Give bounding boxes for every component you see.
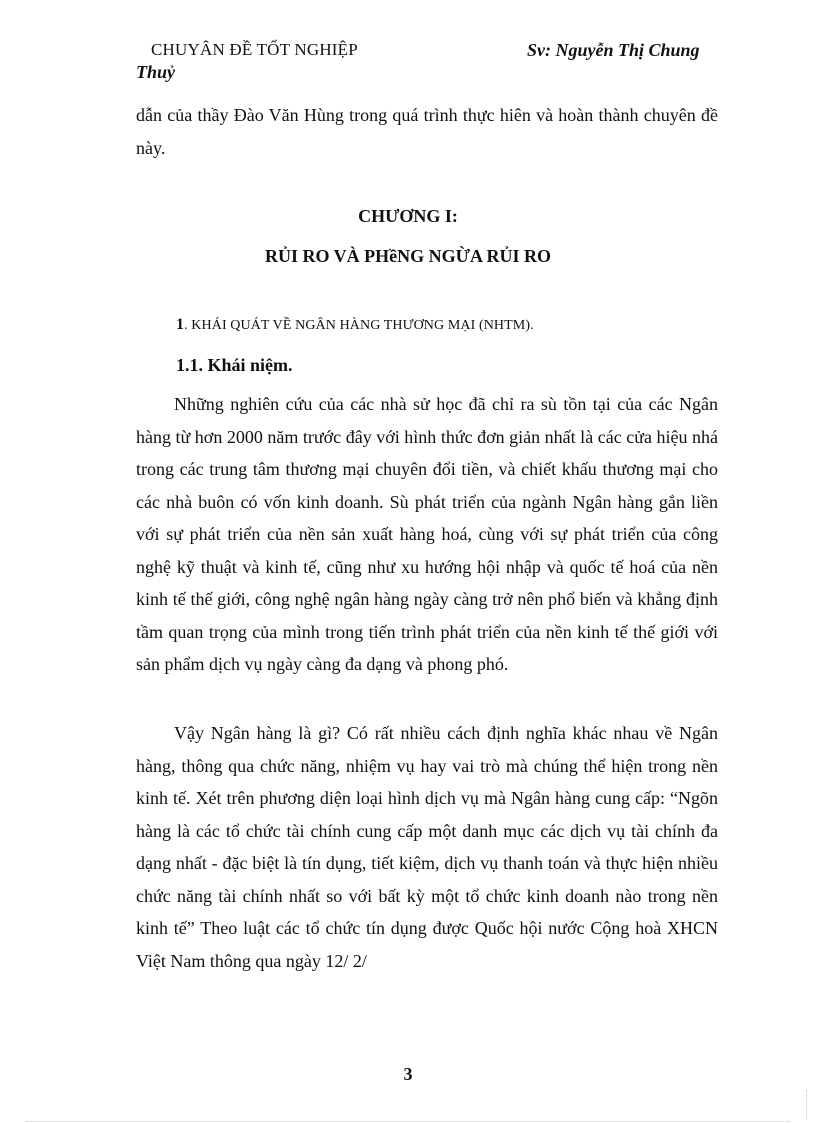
subsection-heading: 1.1. Khái niệm. [176, 355, 293, 375]
body-paragraph: Vậy Ngân hàng là gì? Có rất nhiều cách định nghĩa khác nhau về Ngân hàng, thông qua chức năng, nhiệm vụ hay vai trò mà chúng thể hiện trong nền kinh tế. Xét trên phương diện loại hình dịch vụ mà Ngân hàng cung cấp: “Ngõn hàng là các tổ chức tài chính cung cấp một danh mục các dịch vụ tài chính đa dạng nhất - đặc biệt là tín dụng, tiết kiệm, dịch vụ thanh toán và thực hiện nhiều chức năng tài chính nhất so với bất kỳ một tổ chức kinh doanh nào trong nền kinh tế” Theo luật các tổ chức tín dụng được Quốc hội nước Cộng hoà XHCN Việt Nam thông qua ngày 12/ 2/ [136, 723, 718, 971]
header-author: Sv: Nguyễn Thị Chung [527, 40, 700, 60]
section-heading [176, 315, 534, 336]
header-title: CHUYÂN ĐỀ TỐT NGHIỆP [151, 40, 358, 59]
section-title: . KHÁI QUÁT VỀ NGÂN HÀNG THƯƠNG MẠI (NHTM). [184, 318, 534, 333]
section-number: 1 [176, 316, 185, 333]
body-paragraph: Những nghiên cứu của các nhà sử học đã chỉ ra sù tồn tại của các Ngân hàng từ hơn 2000 năm trước đây với hình thức đơn giản nhất là các cửa hiệu nhá trong các trung tâm thương mại chuyên đổi tiền, và chiết khấu thương mại cho các nhà buôn có vốn kinh doanh. Sù phát triển của ngành Ngân hàng gắn liền với sự phát triển của nền sản xuất hàng hoá, cùng với sự phát triển của công nghệ kỹ thuật và kinh tế, cũng như xu hướng hội nhập và quốc tế hoá của nền kinh tế thế giới, công nghệ ngân hàng ngày càng trở nên phổ biến và khẳng định tầm quan trọng của mình trong tiến trình phát triển của nền kinh tế thế giới với sản phẩm dịch vụ ngày càng đa dạng và phong phó. [136, 394, 718, 674]
chapter-subtitle: RỦI RO VÀ PHềNG NGỪA RỦI RO [265, 246, 551, 266]
page-number: 3 [403, 1064, 413, 1084]
page-right-border [806, 1090, 807, 1120]
intro-paragraph: dẫn của thầy Đào Văn Hùng trong quá trình thực hiên và hoàn thành chuyên đề này. [136, 105, 718, 158]
page-bottom-border [26, 1121, 790, 1122]
chapter-title: CHƯƠNG I: [358, 206, 458, 226]
header-author-continuation: Thuỷ [136, 62, 176, 82]
